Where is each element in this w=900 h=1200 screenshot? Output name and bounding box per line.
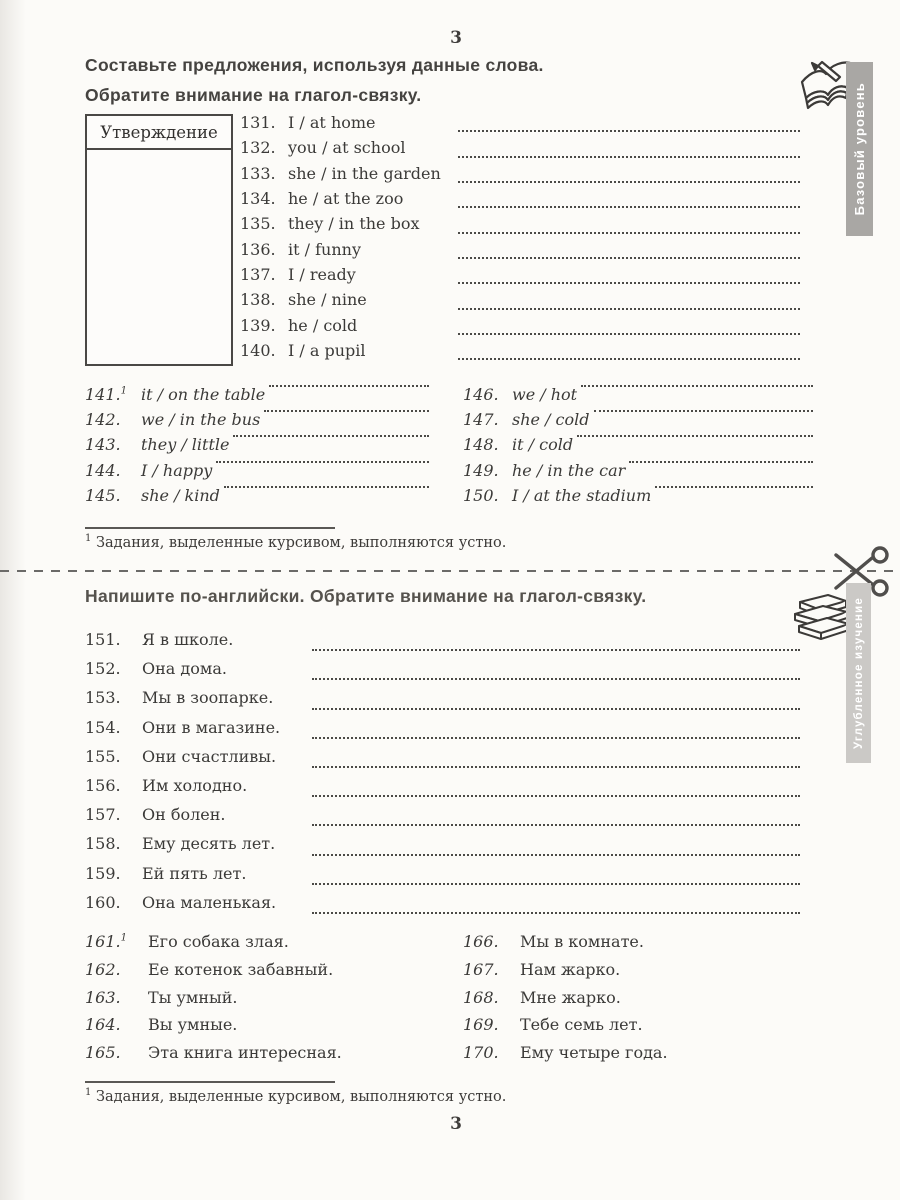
exercise-list-151-160 bbox=[85, 630, 800, 922]
item-text: it / funny bbox=[288, 239, 361, 259]
item-text: Нам жарко. bbox=[520, 959, 621, 979]
exercise-item bbox=[240, 189, 800, 214]
item-text: Я в школе. bbox=[142, 630, 234, 649]
exercise-item bbox=[85, 747, 800, 776]
item-number: 144. bbox=[85, 460, 121, 480]
answer-line[interactable] bbox=[629, 461, 813, 463]
page-number-bottom: 3 bbox=[450, 1114, 462, 1134]
answer-line[interactable] bbox=[458, 156, 800, 158]
item-number: 169. bbox=[463, 1015, 499, 1035]
item-text: Тебе семь лет. bbox=[520, 1015, 643, 1035]
item-text: Они счастливы. bbox=[142, 746, 277, 766]
item-number: 134. bbox=[240, 189, 276, 209]
section2-heading: Напишите по-английски. Обратите внимание на глагол-связку. bbox=[85, 586, 647, 606]
item-number: 135. bbox=[240, 214, 276, 234]
answer-line[interactable] bbox=[224, 486, 429, 488]
item-number: 159. bbox=[85, 863, 121, 883]
item-text: Им холодно. bbox=[142, 775, 248, 795]
item-text: we / hot bbox=[512, 385, 578, 404]
exercise-item bbox=[85, 688, 800, 717]
answer-line[interactable] bbox=[312, 912, 800, 914]
answer-line[interactable] bbox=[577, 435, 813, 437]
exercise-item bbox=[85, 1043, 455, 1071]
item-text: Он болен. bbox=[142, 805, 226, 825]
exercise-list-131-140 bbox=[240, 113, 800, 366]
item-number: 148. bbox=[463, 435, 499, 455]
footnote-ref: 1 bbox=[120, 932, 127, 944]
item-number: 143. bbox=[85, 435, 121, 455]
item-text: Его собака злая. bbox=[148, 932, 289, 951]
exercise-item bbox=[85, 864, 800, 893]
item-text: we / in the bus bbox=[141, 410, 261, 430]
section1-footnote bbox=[85, 535, 506, 551]
item-text: it / on the table bbox=[141, 385, 266, 404]
statement-table-header: Утверждение bbox=[87, 116, 231, 150]
footnote-ref: 1 bbox=[120, 385, 127, 397]
item-text: I / a pupil bbox=[288, 341, 366, 361]
item-number: 151. bbox=[85, 630, 121, 649]
item-number: 158. bbox=[85, 834, 121, 854]
page-left-shadow bbox=[0, 0, 26, 1200]
answer-line[interactable] bbox=[655, 486, 813, 488]
item-text: Мне жарко. bbox=[520, 987, 621, 1007]
item-number: 165. bbox=[85, 1043, 121, 1063]
exercise-item bbox=[85, 486, 429, 511]
exercise-item bbox=[463, 410, 813, 435]
item-number: 149. bbox=[463, 460, 499, 480]
answer-line[interactable] bbox=[458, 130, 800, 132]
item-number: 147. bbox=[463, 410, 499, 430]
exercise-item bbox=[85, 834, 800, 863]
item-text: you / at school bbox=[288, 138, 406, 158]
exercise-item bbox=[463, 385, 813, 410]
answer-line[interactable] bbox=[312, 795, 800, 797]
item-text: I / ready bbox=[288, 265, 356, 285]
item-text: Ему десять лет. bbox=[142, 834, 276, 854]
exercise-item bbox=[240, 316, 800, 341]
item-number: 170. bbox=[463, 1043, 499, 1063]
exercise-item bbox=[240, 113, 800, 138]
answer-line[interactable] bbox=[264, 410, 429, 412]
item-number: 160. bbox=[85, 892, 121, 912]
item-number: 154. bbox=[85, 717, 121, 737]
page-number-top: 3 bbox=[450, 28, 462, 48]
item-number: 157. bbox=[85, 805, 121, 825]
answer-line[interactable] bbox=[581, 385, 813, 387]
item-text: he / at the zoo bbox=[288, 189, 404, 209]
answer-line[interactable] bbox=[458, 232, 800, 234]
item-text: Ей пять лет. bbox=[142, 863, 247, 883]
item-number: 136. bbox=[240, 239, 276, 259]
footnote-text: Задания, выделенные курсивом, выполняются устно. bbox=[95, 535, 507, 551]
footnote-marker: 1 bbox=[85, 533, 92, 545]
exercise-list-161-165 bbox=[85, 932, 455, 1071]
exercise-item bbox=[85, 630, 800, 659]
exercise-item bbox=[463, 1043, 833, 1071]
item-text: Ему четыре года. bbox=[520, 1043, 668, 1063]
answer-line[interactable] bbox=[269, 385, 429, 387]
item-text: Мы в комнате. bbox=[520, 932, 644, 951]
footnote-rule bbox=[85, 1081, 335, 1083]
section1-heading-line2: Обратите внимание на глагол-связку. bbox=[85, 85, 422, 105]
item-text: he / cold bbox=[288, 315, 358, 335]
answer-line[interactable] bbox=[312, 766, 800, 768]
answer-line[interactable] bbox=[458, 358, 800, 360]
answer-line[interactable] bbox=[233, 435, 429, 437]
item-text: Она маленькая. bbox=[142, 892, 277, 912]
item-number: 137. bbox=[240, 265, 276, 285]
exercise-item bbox=[240, 164, 800, 189]
cut-dashed-line bbox=[0, 570, 900, 572]
item-number: 166. bbox=[463, 932, 499, 951]
answer-line[interactable] bbox=[216, 461, 429, 463]
section2-footnote bbox=[85, 1089, 506, 1105]
item-number: 153. bbox=[85, 688, 121, 708]
answer-line[interactable] bbox=[312, 708, 800, 710]
item-text: I / at home bbox=[288, 113, 376, 132]
item-text: I / at the stadium bbox=[512, 485, 652, 505]
exercise-list-146-150 bbox=[463, 385, 813, 511]
item-text: she / kind bbox=[141, 485, 220, 505]
exercise-item bbox=[85, 385, 429, 410]
item-text: Она дома. bbox=[142, 659, 227, 679]
exercise-item bbox=[85, 988, 455, 1016]
side-tab-basic-level-label: Базовый уровень bbox=[852, 82, 867, 216]
statement-table bbox=[85, 114, 233, 366]
item-text: it / cold bbox=[512, 435, 574, 455]
item-number: 162. bbox=[85, 959, 121, 979]
item-number: 150. bbox=[463, 485, 499, 505]
item-number: 155. bbox=[85, 746, 121, 766]
answer-line[interactable] bbox=[312, 649, 800, 651]
item-text: she / cold bbox=[512, 410, 590, 430]
exercise-item bbox=[463, 932, 833, 960]
exercise-item bbox=[85, 410, 429, 435]
answer-line[interactable] bbox=[594, 410, 814, 412]
item-number: 156. bbox=[85, 775, 121, 795]
item-number: 132. bbox=[240, 138, 276, 158]
item-text: Эта книга интересная. bbox=[148, 1043, 342, 1063]
section1-heading-line1: Составьте предложения, используя данные слова. bbox=[85, 55, 544, 75]
item-number: 142. bbox=[85, 410, 121, 430]
item-text: they / in the box bbox=[288, 214, 420, 234]
item-number: 138. bbox=[240, 290, 276, 310]
item-number: 133. bbox=[240, 163, 276, 183]
exercise-list-166-170 bbox=[463, 932, 833, 1071]
exercise-item bbox=[85, 960, 455, 988]
exercise-item bbox=[85, 435, 429, 460]
answer-line[interactable] bbox=[312, 824, 800, 826]
exercise-item bbox=[463, 435, 813, 460]
side-tab-advanced-level bbox=[846, 583, 871, 763]
item-number: 161.$^1$ bbox=[85, 932, 127, 951]
exercise-item bbox=[240, 290, 800, 315]
answer-line[interactable] bbox=[458, 181, 800, 183]
footnote-text: Задания, выделенные курсивом, выполняются устно. bbox=[95, 1089, 507, 1105]
item-text: she / in the garden bbox=[288, 163, 441, 183]
answer-line[interactable] bbox=[458, 206, 800, 208]
item-text: she / nine bbox=[288, 290, 367, 310]
item-number: 141.$^1$ bbox=[85, 385, 127, 404]
exercise-item bbox=[85, 659, 800, 688]
side-tab-advanced-level-label: Углубленное изучение bbox=[852, 596, 865, 750]
answer-line[interactable] bbox=[458, 333, 800, 335]
exercise-item bbox=[240, 240, 800, 265]
exercise-item bbox=[240, 214, 800, 239]
answer-line[interactable] bbox=[312, 854, 800, 856]
item-number: 131. bbox=[240, 113, 276, 132]
answer-line[interactable] bbox=[458, 282, 800, 284]
footnote-rule bbox=[85, 527, 335, 529]
exercise-item bbox=[85, 1015, 455, 1043]
answer-line[interactable] bbox=[458, 308, 800, 310]
exercise-item bbox=[463, 960, 833, 988]
exercise-item bbox=[463, 988, 833, 1016]
item-text: Ты умный. bbox=[148, 987, 238, 1007]
item-text: I / happy bbox=[141, 460, 213, 480]
exercise-item bbox=[85, 893, 800, 922]
exercise-list-141-145 bbox=[85, 385, 429, 511]
answer-line[interactable] bbox=[312, 737, 800, 739]
answer-line[interactable] bbox=[312, 883, 800, 885]
item-text: Ее котенок забавный. bbox=[148, 959, 334, 979]
item-number: 167. bbox=[463, 959, 499, 979]
answer-line[interactable] bbox=[458, 257, 800, 259]
item-text: he / in the car bbox=[512, 460, 626, 480]
item-text: Они в магазине. bbox=[142, 717, 281, 737]
item-text: they / little bbox=[141, 435, 230, 455]
item-number: 163. bbox=[85, 987, 121, 1007]
item-number: 168. bbox=[463, 987, 499, 1007]
item-number: 139. bbox=[240, 315, 276, 335]
exercise-item bbox=[85, 461, 429, 486]
item-number: 152. bbox=[85, 659, 121, 679]
item-text: Мы в зоопарке. bbox=[142, 688, 274, 708]
statement-table-body bbox=[87, 150, 231, 162]
exercise-item bbox=[240, 138, 800, 163]
item-number: 140. bbox=[240, 341, 276, 361]
exercise-item bbox=[85, 805, 800, 834]
exercise-item bbox=[85, 932, 455, 960]
side-tab-basic-level bbox=[846, 62, 873, 236]
answer-line[interactable] bbox=[312, 678, 800, 680]
exercise-item bbox=[240, 341, 800, 366]
footnote-marker: 1 bbox=[85, 1087, 92, 1099]
exercise-item bbox=[85, 718, 800, 747]
item-number: 146. bbox=[463, 385, 499, 404]
item-text: Вы умные. bbox=[148, 1015, 238, 1035]
exercise-item bbox=[85, 776, 800, 805]
exercise-item bbox=[240, 265, 800, 290]
item-number: 145. bbox=[85, 485, 121, 505]
exercise-item bbox=[463, 1015, 833, 1043]
exercise-item bbox=[463, 461, 813, 486]
item-number: 164. bbox=[85, 1015, 121, 1035]
exercise-item bbox=[463, 486, 813, 511]
